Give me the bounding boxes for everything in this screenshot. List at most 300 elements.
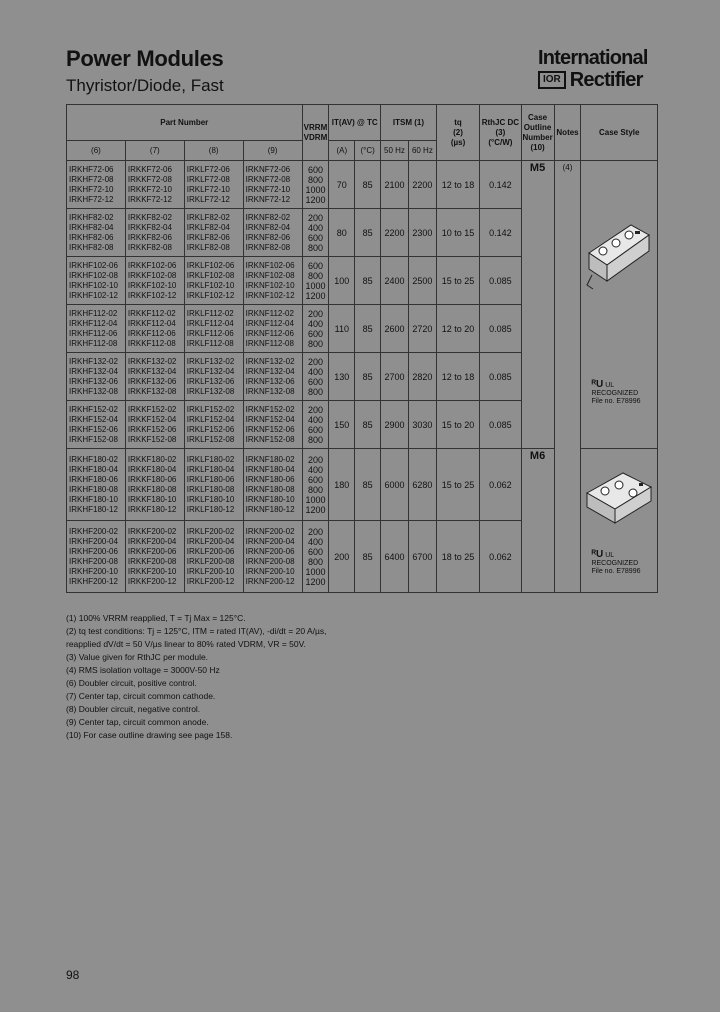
part-cell-c6 [67, 449, 126, 521]
part-number: IRKHF200-10 [69, 566, 118, 576]
part-number: IRKKF112-06 [127, 328, 176, 338]
part-number: IRKKF112-04 [127, 318, 176, 328]
tq-value: 12 to 18 [436, 161, 479, 209]
part-number: IRKNF112-08 [245, 338, 294, 348]
part-cell-c7 [125, 209, 184, 257]
part-number: IRKHF112-06 [69, 328, 118, 338]
part-number: IRKLF72-10 [186, 184, 230, 194]
tc-value: 85 [355, 161, 381, 209]
part-number: IRKNF72-12 [245, 194, 291, 204]
part-number: IRKNF112-06 [245, 328, 294, 338]
voltage-value: 1200 [305, 194, 326, 205]
voltage-value: 1200 [305, 504, 326, 515]
part-number: IRKNF132-06 [245, 376, 295, 386]
part-number: IRKLF82-04 [186, 222, 230, 232]
part-number: IRKKF180-06 [127, 474, 177, 484]
voltage-value: 200 [307, 404, 323, 415]
footnote: (9) Center tap, circuit common anode. [66, 717, 209, 727]
voltage-value: 800 [307, 484, 323, 495]
part-number: IRKKF82-08 [127, 242, 172, 252]
case-style-header: Case Style [581, 105, 658, 161]
part-number: IRKLF112-06 [186, 328, 234, 338]
ul-line2: RECOGNIZED [591, 560, 639, 567]
part-number: IRKHF102-06 [69, 260, 118, 270]
part-number: IRKKF180-02 [127, 454, 177, 464]
part-number: IRKKF112-08 [127, 338, 176, 348]
part-number: IRKHF152-02 [69, 404, 118, 414]
part-cell-c9 [243, 521, 302, 593]
logo-line1: International [538, 47, 648, 69]
part-number: IRKNF102-08 [245, 270, 295, 280]
part-cell-v [302, 305, 329, 353]
page-number: 98 [66, 968, 80, 982]
ul-recognized-mark-2 [581, 551, 657, 576]
ul-line1: UL [605, 382, 615, 389]
voltage-value: 600 [307, 164, 323, 175]
footnote: (7) Center tap, circuit common cathode. [66, 691, 216, 701]
part-number: IRKHF180-04 [69, 464, 118, 474]
part-number: IRKNF200-06 [245, 546, 295, 556]
part-cell-v [302, 161, 329, 209]
case-outline-header [521, 105, 554, 161]
ior-logo-icon: IOR [538, 71, 566, 89]
circuit-9-header: (9) [243, 141, 302, 161]
tc-value: 85 [355, 401, 381, 449]
rthjc-value: 0.062 [480, 521, 521, 593]
voltage-value: 600 [307, 424, 323, 435]
rthjc-unit: (°C/W) [488, 137, 513, 147]
tq-value: 12 to 18 [436, 353, 479, 401]
it-av-header: IT(AV) @ TC [329, 105, 381, 141]
part-number: IRKNF180-08 [245, 484, 295, 494]
voltage-value: 400 [307, 536, 323, 547]
voltage-value: 600 [307, 546, 323, 557]
voltage-value: 800 [307, 270, 323, 281]
part-number: IRKLF180-08 [186, 484, 235, 494]
page-title: Power Modules [66, 46, 224, 71]
part-cell-c6 [67, 257, 126, 305]
part-number: IRKNF152-08 [245, 434, 295, 444]
rthjc-value: 0.085 [480, 353, 521, 401]
part-number: IRKNF102-12 [245, 290, 295, 300]
itsm-60hz-value: 2820 [408, 353, 436, 401]
part-number: IRKHF200-06 [69, 546, 118, 556]
part-cell-c8 [184, 209, 243, 257]
part-number: IRKKF132-08 [127, 386, 177, 396]
part-number: IRKHF112-08 [69, 338, 118, 348]
part-number: IRKNF102-10 [245, 280, 295, 290]
part-number: IRKLF102-06 [186, 260, 235, 270]
part-number: IRKHF132-02 [69, 356, 118, 366]
part-number: IRKLF102-10 [186, 280, 235, 290]
part-number: IRKKF72-12 [127, 194, 172, 204]
part-number: IRKKF102-06 [127, 260, 177, 270]
rthjc-label: RthJC DC [481, 117, 520, 127]
itsm-60hz-value: 2300 [408, 209, 436, 257]
part-cell-c7 [125, 161, 184, 209]
it-av-value: 80 [329, 209, 355, 257]
part-cell-v [302, 449, 329, 521]
part-number: IRKHF72-08 [69, 174, 114, 184]
part-number: IRKLF200-08 [186, 556, 235, 566]
part-number: IRKNF82-04 [245, 222, 291, 232]
part-cell-c7 [125, 401, 184, 449]
part-number: IRKKF200-10 [127, 566, 177, 576]
module-m6-illustration [583, 463, 655, 533]
voltage-value: 1200 [305, 290, 326, 301]
part-number: IRKHF132-06 [69, 376, 118, 386]
part-number: IRKKF152-02 [127, 404, 177, 414]
part-cell-v [302, 401, 329, 449]
rthjc-value: 0.142 [480, 209, 521, 257]
it-av-value: 70 [329, 161, 355, 209]
part-number: IRKHF180-02 [69, 454, 118, 464]
rthjc-value: 0.085 [480, 257, 521, 305]
part-cell-c9 [243, 353, 302, 401]
part-number: IRKHF82-04 [69, 222, 114, 232]
part-cell-c9 [243, 161, 302, 209]
part-number: IRKNF82-08 [245, 242, 291, 252]
tc-value: 85 [355, 305, 381, 353]
part-number: IRKLF102-12 [186, 290, 235, 300]
voltage-value: 200 [307, 212, 323, 223]
part-number: IRKNF200-04 [245, 536, 295, 546]
itsm-60hz-value: 6280 [408, 449, 436, 521]
ul-logo-icon: ᴿU [591, 549, 604, 560]
ul-recognized-mark [581, 381, 657, 406]
part-number: IRKHF180-06 [69, 474, 118, 484]
part-number: IRKKF72-08 [127, 174, 172, 184]
it-unit: (A) [329, 141, 355, 161]
part-cell-v [302, 353, 329, 401]
itsm-50hz-value: 2600 [381, 305, 409, 353]
part-number: IRKNF180-04 [245, 464, 295, 474]
part-number: IRKLF112-02 [186, 308, 234, 318]
part-number: IRKKF102-08 [127, 270, 177, 280]
tq-value: 15 to 25 [436, 257, 479, 305]
voltage-value: 200 [307, 454, 323, 465]
part-number: IRKLF112-08 [186, 338, 234, 348]
tq-unit: (µs) [450, 137, 466, 147]
part-number: IRKKF152-04 [127, 414, 177, 424]
part-number: IRKHF82-06 [69, 232, 114, 242]
voltage-value: 800 [307, 434, 323, 445]
part-number: IRKHF180-12 [69, 504, 118, 514]
part-number: IRKNF180-12 [245, 504, 295, 514]
tq-label: tq [454, 117, 462, 127]
part-number: IRKNF200-02 [245, 526, 295, 536]
part-number: IRKHF112-04 [69, 318, 118, 328]
part-number: IRKKF200-02 [127, 526, 177, 536]
it-av-value: 100 [329, 257, 355, 305]
part-number: IRKLF180-10 [186, 494, 235, 504]
ul-file: File no. E78996 [591, 568, 641, 575]
voltage-value: 600 [307, 474, 323, 485]
part-number: IRKLF152-02 [186, 404, 235, 414]
part-cell-c6 [67, 161, 126, 209]
itsm-50hz-value: 2400 [381, 257, 409, 305]
rthjc-value: 0.142 [480, 161, 521, 209]
itsm-60hz-value: 3030 [408, 401, 436, 449]
part-number: IRKKF152-06 [127, 424, 177, 434]
notes-header: Notes [554, 105, 581, 161]
part-cell-c7 [125, 305, 184, 353]
part-cell-c7 [125, 449, 184, 521]
part-number: IRKLF72-12 [186, 194, 230, 204]
tq-value: 18 to 25 [436, 521, 479, 593]
itsm-60hz-value: 2720 [408, 305, 436, 353]
part-number: IRKLF200-12 [186, 576, 235, 586]
part-cell-c8 [184, 257, 243, 305]
part-number: IRKLF132-08 [186, 386, 235, 396]
part-number: IRKHF82-08 [69, 242, 114, 252]
footnote: (6) Doubler circuit, positive control. [66, 678, 197, 688]
part-number: IRKLF72-06 [186, 164, 230, 174]
tq-value: 12 to 20 [436, 305, 479, 353]
footnote: (3) Value given for RthJC per module. [66, 652, 209, 662]
part-number: IRKHF72-10 [69, 184, 114, 194]
part-cell-c6 [67, 353, 126, 401]
part-number: IRKNF200-08 [245, 556, 295, 566]
part-number: IRKHF132-04 [69, 366, 118, 376]
part-number: IRKLF180-04 [186, 464, 235, 474]
part-number: IRKHF132-08 [69, 386, 118, 396]
part-number: IRKLF180-06 [186, 474, 235, 484]
itsm-header: ITSM (1) [381, 105, 437, 141]
part-number: IRKNF180-06 [245, 474, 295, 484]
it-av-value: 130 [329, 353, 355, 401]
part-number: IRKKF180-12 [127, 504, 177, 514]
part-number: IRKKF112-02 [127, 308, 176, 318]
itsm-50hz-value: 2100 [381, 161, 409, 209]
tc-unit: (°C) [355, 141, 381, 161]
it-av-value: 200 [329, 521, 355, 593]
part-number: IRKKF82-06 [127, 232, 172, 242]
part-number: IRKLF132-04 [186, 366, 235, 376]
ul-line2: RECOGNIZED [591, 390, 639, 397]
part-number: IRKHF102-08 [69, 270, 118, 280]
part-number: IRKKF200-06 [127, 546, 177, 556]
part-number: IRKNF82-06 [245, 232, 291, 242]
part-number: IRKLF180-02 [186, 454, 235, 464]
itsm-50hz-value: 2200 [381, 209, 409, 257]
voltage-value: 600 [307, 328, 323, 339]
footnotes [66, 612, 656, 742]
tc-value: 85 [355, 353, 381, 401]
part-number: IRKHF152-04 [69, 414, 118, 424]
part-number: IRKLF152-08 [186, 434, 235, 444]
voltage-value: 400 [307, 222, 323, 233]
itsm-60hz-value: 2200 [408, 161, 436, 209]
part-cell-v [302, 257, 329, 305]
rthjc-value: 0.085 [480, 401, 521, 449]
part-number: IRKLF200-04 [186, 536, 235, 546]
part-number: IRKKF200-12 [127, 576, 177, 586]
part-number: IRKLF200-02 [186, 526, 235, 536]
part-number: IRKHF72-12 [69, 194, 114, 204]
voltage-value: 800 [307, 386, 323, 397]
voltage-value: 400 [307, 464, 323, 475]
voltage-value: 400 [307, 366, 323, 377]
circuit-6-header: (6) [67, 141, 126, 161]
part-number: IRKNF72-06 [245, 164, 291, 174]
voltage-value: 800 [307, 174, 323, 185]
part-cell-c8 [184, 161, 243, 209]
part-number: IRKHF72-06 [69, 164, 114, 174]
it-av-value: 180 [329, 449, 355, 521]
voltage-value: 200 [307, 526, 323, 537]
rthjc-value: 0.062 [480, 449, 521, 521]
part-number: IRKNF112-02 [245, 308, 294, 318]
part-number: IRKKF180-10 [127, 494, 177, 504]
part-number: IRKKF180-04 [127, 464, 177, 474]
footnote: (8) Doubler circuit, negative control. [66, 704, 201, 714]
circuit-7-header: (7) [125, 141, 184, 161]
case-style-m5 [581, 161, 658, 449]
part-cell-c7 [125, 257, 184, 305]
part-number: IRKHF200-08 [69, 556, 118, 566]
part-cell-c9 [243, 257, 302, 305]
part-number: IRKHF152-08 [69, 434, 118, 444]
part-number: IRKHF200-04 [69, 536, 118, 546]
part-number: IRKHF82-02 [69, 212, 114, 222]
voltage-value: 600 [307, 232, 323, 243]
part-number: IRKKF132-04 [127, 366, 177, 376]
ul-line1: UL [605, 552, 615, 559]
circuit-8-header: (8) [184, 141, 243, 161]
spec-table-wrap [66, 104, 658, 601]
voltage-value: 1000 [305, 184, 326, 195]
case-outline-m5: M5 [521, 161, 554, 449]
part-number: IRKNF132-04 [245, 366, 295, 376]
itsm-60hz-value: 6700 [408, 521, 436, 593]
part-cell-c8 [184, 401, 243, 449]
tq-note: (2) [453, 127, 463, 137]
module-m5-illustration [583, 213, 655, 303]
part-number: IRKNF152-06 [245, 424, 295, 434]
voltage-value: 600 [307, 376, 323, 387]
part-number-header: Part Number [67, 105, 303, 141]
part-cell-c7 [125, 521, 184, 593]
part-number: IRKNF180-02 [245, 454, 295, 464]
part-number: IRKNF82-02 [245, 212, 291, 222]
part-number: IRKHF102-10 [69, 280, 118, 290]
part-number: IRKNF102-06 [245, 260, 295, 270]
footnote: (10) For case outline drawing see page 158. [66, 730, 233, 740]
part-number: IRKHF200-12 [69, 576, 118, 586]
part-number: IRKHF200-02 [69, 526, 118, 536]
vdrm-label: VDRM [303, 132, 328, 142]
voltage-value: 1000 [305, 280, 326, 291]
part-number: IRKLF112-04 [186, 318, 234, 328]
part-number: IRKLF180-12 [186, 504, 235, 514]
part-number: IRKHF180-10 [69, 494, 118, 504]
part-cell-c9 [243, 449, 302, 521]
spec-table-body [67, 161, 658, 593]
it-av-value: 150 [329, 401, 355, 449]
part-number: IRKLF132-06 [186, 376, 235, 386]
tc-value: 85 [355, 449, 381, 521]
hz50-header: 50 Hz [381, 141, 409, 161]
part-cell-v [302, 521, 329, 593]
part-number: IRKHF112-02 [69, 308, 118, 318]
part-cell-c6 [67, 209, 126, 257]
logo-line2: Rectifier [569, 69, 643, 91]
part-number: IRKLF152-06 [186, 424, 235, 434]
tc-value: 85 [355, 257, 381, 305]
part-cell-v [302, 209, 329, 257]
voltage-value: 400 [307, 318, 323, 329]
itsm-60hz-value: 2500 [408, 257, 436, 305]
voltage-value: 400 [307, 414, 323, 425]
case-outline-note: (10) [530, 142, 545, 152]
logo-line2-wrap [538, 69, 662, 91]
footnote: (1) 100% VRRM reapplied, T = Tj Max = 125°C. [66, 613, 246, 623]
part-number: IRKLF200-06 [186, 546, 235, 556]
part-cell-c8 [184, 305, 243, 353]
voltage-value: 800 [307, 242, 323, 253]
part-number: IRKNF132-08 [245, 386, 295, 396]
part-number: IRKKF102-10 [127, 280, 177, 290]
tc-value: 85 [355, 521, 381, 593]
part-number: IRKKF72-10 [127, 184, 172, 194]
part-number: IRKLF72-08 [186, 174, 230, 184]
rthjc-header [480, 105, 521, 161]
part-number: IRKKF180-08 [127, 484, 177, 494]
ul-logo-icon: ᴿU [591, 379, 604, 390]
footnote: (2) tq test conditions: Tj = 125°C, ITM = rated IT(AV), -di/dt = 20 A/µs, [66, 626, 327, 636]
tq-value: 15 to 20 [436, 401, 479, 449]
itsm-50hz-value: 2700 [381, 353, 409, 401]
part-number: IRKNF200-12 [245, 576, 295, 586]
part-cell-c9 [243, 401, 302, 449]
ul-file: File no. E78996 [591, 398, 641, 405]
part-number: IRKKF200-08 [127, 556, 177, 566]
tc-value: 85 [355, 209, 381, 257]
part-number: IRKKF132-06 [127, 376, 177, 386]
part-number: IRKLF82-06 [186, 232, 230, 242]
part-number: IRKNF72-10 [245, 184, 291, 194]
part-number: IRKLF200-10 [186, 566, 235, 576]
part-cell-c7 [125, 353, 184, 401]
part-number: IRKHF152-06 [69, 424, 118, 434]
part-number: IRKHF180-08 [69, 484, 118, 494]
voltage-value: 1000 [305, 494, 326, 505]
voltage-value: 600 [307, 260, 323, 271]
voltage-value: 800 [307, 556, 323, 567]
company-logo [538, 47, 662, 91]
part-number: IRKKF72-06 [127, 164, 172, 174]
itsm-50hz-value: 6000 [381, 449, 409, 521]
part-number: IRKNF72-08 [245, 174, 291, 184]
part-number: IRKKF82-02 [127, 212, 172, 222]
part-number: IRKLF82-02 [186, 212, 230, 222]
part-number: IRKLF152-04 [186, 414, 235, 424]
part-number: IRKHF102-12 [69, 290, 118, 300]
voltage-value: 200 [307, 308, 323, 319]
part-cell-c6 [67, 401, 126, 449]
it-av-value: 110 [329, 305, 355, 353]
part-cell-c6 [67, 521, 126, 593]
part-number: IRKNF112-04 [245, 318, 294, 328]
part-cell-c9 [243, 305, 302, 353]
part-cell-c8 [184, 521, 243, 593]
voltage-value: 200 [307, 356, 323, 367]
part-number: IRKKF152-08 [127, 434, 177, 444]
part-number: IRKLF102-08 [186, 270, 235, 280]
part-cell-c8 [184, 449, 243, 521]
rthjc-value: 0.085 [480, 305, 521, 353]
